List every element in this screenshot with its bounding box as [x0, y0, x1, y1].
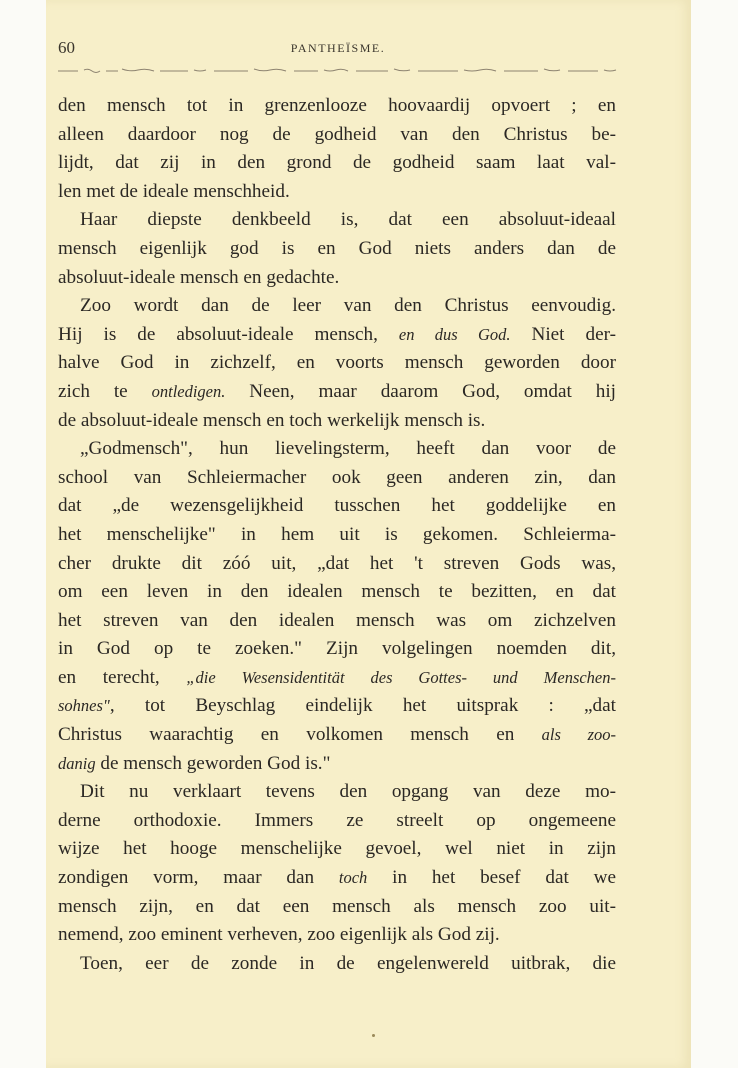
page-header	[58, 38, 618, 62]
text-segment: in het besef dat we	[367, 867, 616, 889]
text-line: Zoo wordt dan de leer van den Christus eenvoudig.	[80, 295, 616, 317]
text-segment: zich te	[58, 380, 152, 402]
text-line: Haar diepste denkbeeld is, dat een absoluut-ideaal	[80, 209, 616, 231]
decorative-header-rule	[58, 66, 618, 74]
italic-phrase: danig	[58, 753, 96, 773]
text-line: om een leven in den idealen mensch te bezitten, en dat	[58, 581, 616, 603]
text-line: nemend, zoo eminent verheven, zoo eigenlijk als God zij.	[58, 924, 500, 946]
text-line: school van Schleiermacher ook geen anderen zin, dan	[58, 466, 616, 488]
text-line	[58, 721, 616, 750]
italic-phrase: sohnes"	[58, 696, 110, 716]
text-line: de absoluut-ideale mensch en toch werkelijk mensch is.	[58, 409, 486, 431]
text-line: het streven van den idealen mensch was om zichzelven	[58, 609, 616, 631]
text-line: mensch zijn, en dat een mensch als mensch zoo uit-	[58, 895, 616, 917]
italic-phrase: ontledigen.	[151, 381, 226, 401]
text-line: in God op te zoeken." Zijn volgelingen noemden dit,	[58, 638, 616, 660]
text-segment: zondigen vorm, maar dan	[58, 867, 339, 889]
text-line: lijdt, dat zij in den grond de godheid saam laat val-	[58, 152, 616, 174]
text-line: absoluut-ideale mensch en gedachte.	[58, 266, 340, 288]
text-segment: , tot Beyschlag eindelijk het uitsprak : „dat	[109, 695, 616, 717]
text-line: cher drukte dit zóó uit, „dat het 't streven Gods was,	[58, 552, 616, 574]
text-segment: en terecht,	[58, 666, 187, 688]
text-line	[58, 321, 616, 350]
text-segment: Neen, maar daarom God, omdat hij	[225, 380, 616, 402]
text-line: den mensch tot in grenzenlooze hoovaardij opvoert ; en	[58, 95, 616, 116]
italic-phrase: „die Wesensidentität des Gottes- und Menschen-	[186, 667, 617, 687]
text-line	[58, 664, 616, 693]
text-line	[58, 692, 616, 721]
text-line: „Godmensch", hun lievelingsterm, heeft dan voor de	[80, 438, 616, 460]
text-line: halve God in zichzelf, en voorts mensch geworden door	[58, 352, 616, 374]
text-line	[58, 864, 616, 893]
text-line: alleen daardoor nog de godheid van den Christus be-	[58, 123, 616, 145]
text-segment: Hij is de absoluut-ideale mensch,	[58, 323, 399, 345]
text-line: Toen, eer de zonde in de engelenwereld uitbrak, die	[80, 952, 616, 974]
text-line	[58, 378, 616, 407]
italic-phrase: toch	[338, 868, 368, 888]
text-line: het menschelijke" in hem uit is gekomen. Schleierma-	[58, 523, 616, 545]
text-line: Dit nu verklaart tevens den opgang van deze mo-	[80, 781, 616, 803]
text-line: wijze het hooge menschelijke gevoel, wel niet in zijn	[58, 838, 616, 860]
body-text	[58, 92, 616, 978]
italic-phrase: als zoo-	[541, 725, 616, 745]
text-line: len met de ideale menschheid.	[58, 180, 290, 202]
text-segment: Christus waarachtig en volkomen mensch en	[58, 724, 542, 746]
text-segment: de mensch geworden God is."	[95, 752, 331, 774]
page-number: 60	[58, 38, 75, 57]
text-line: derne orthodoxie. Immers ze streelt op ongemeene	[58, 809, 616, 831]
page-speck	[372, 1034, 375, 1037]
text-segment: Niet der-	[510, 323, 616, 345]
text-line	[58, 750, 616, 779]
text-line: dat „de wezensgelijkheid tusschen het goddelijke en	[58, 495, 616, 517]
text-line: mensch eigenlijk god is en God niets anders dan de	[58, 237, 616, 259]
running-title: PANTHEÏSME.	[290, 41, 386, 55]
italic-phrase: en dus God.	[398, 324, 511, 344]
